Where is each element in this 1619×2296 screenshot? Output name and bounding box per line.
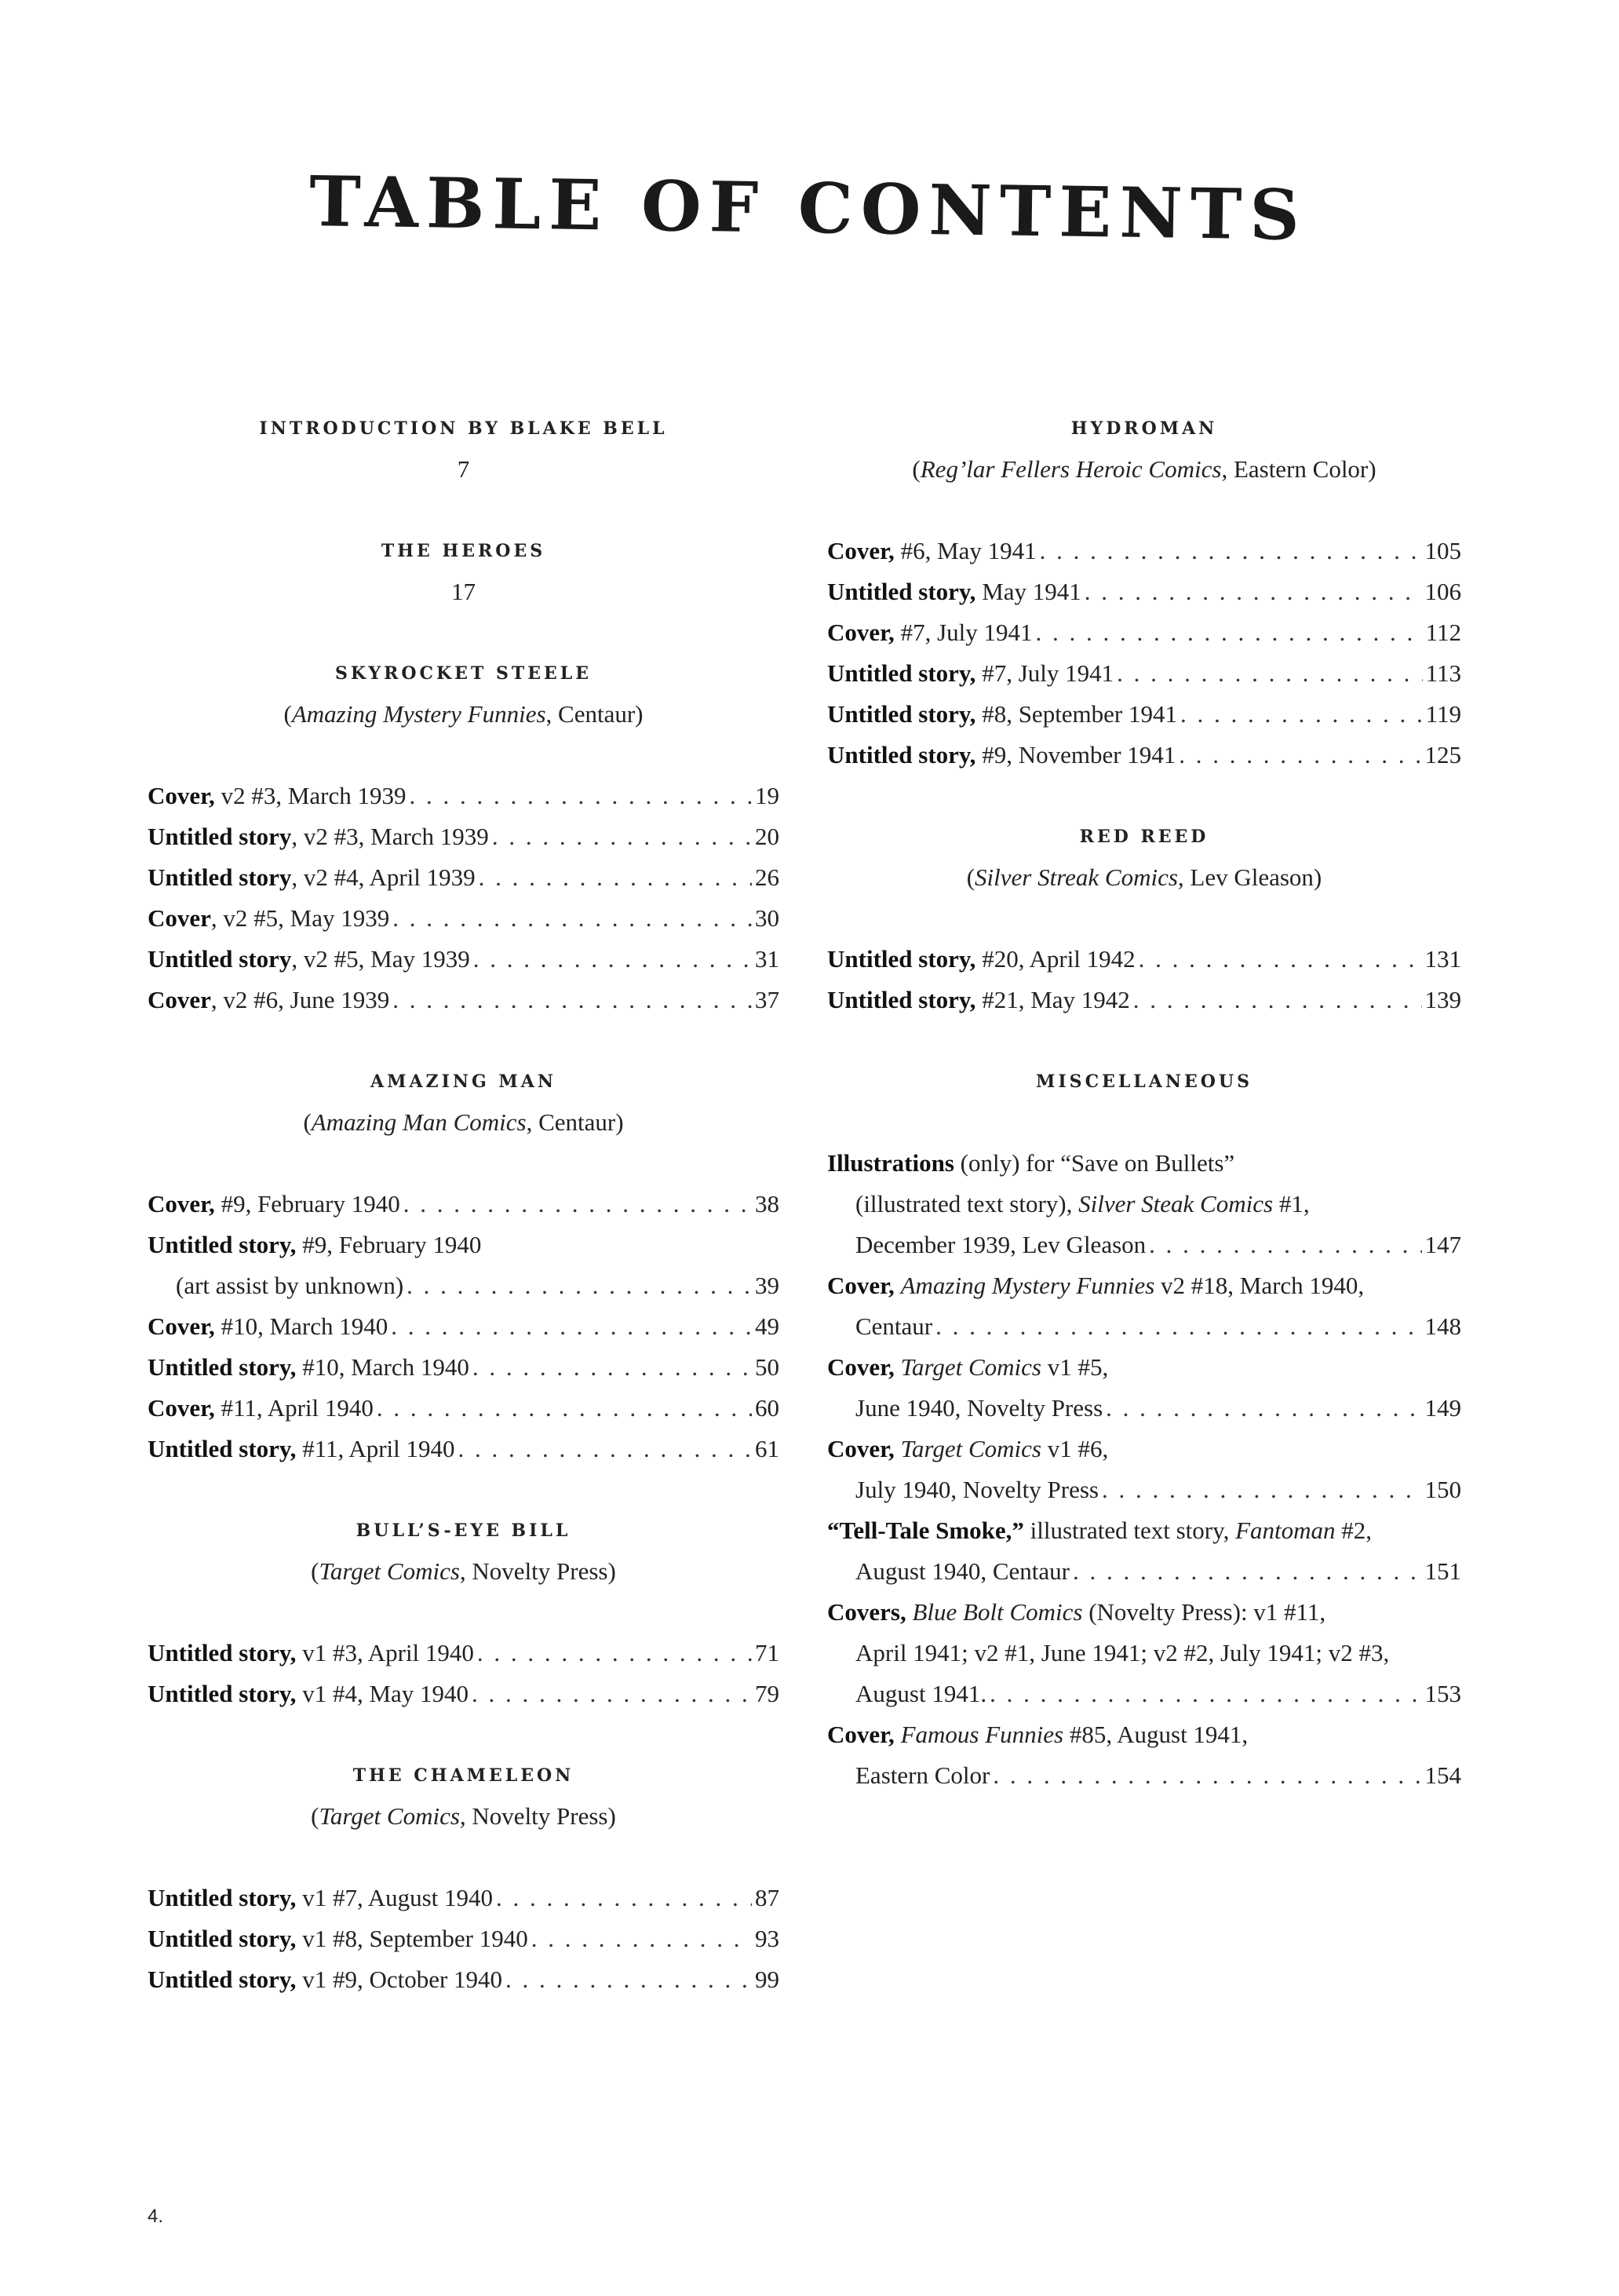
entry-label: Covers,	[827, 1598, 906, 1626]
page-reference: 106	[1424, 578, 1461, 605]
toc-entry-continued	[827, 1592, 1461, 1633]
entry-text: (	[303, 1108, 312, 1136]
dot-leader	[1149, 1225, 1421, 1265]
toc-entry-continued	[827, 1265, 1461, 1306]
publication-title: Silver Streak Comics,	[975, 863, 1184, 891]
entry-label: Untitled story,	[827, 659, 976, 687]
entry-label: Untitled story,	[148, 1966, 297, 1993]
entry-text: , Centaur)	[545, 700, 644, 728]
page-reference: 149	[1424, 1394, 1461, 1422]
spacer	[827, 1102, 1461, 1143]
toc-entry	[827, 571, 1461, 612]
entry-label: Untitled story,	[827, 741, 976, 768]
publication-title: Blue Bolt Comics	[912, 1598, 1083, 1626]
entry-text: #8, September 1941	[975, 700, 1178, 728]
entry-text: v1 #3, April 1940	[296, 1639, 474, 1666]
entry-label: Cover,	[148, 1190, 215, 1217]
dot-leader	[1180, 694, 1423, 735]
dot-leader	[377, 1388, 752, 1429]
entry-label: Cover	[148, 904, 211, 932]
entry-description	[148, 1633, 474, 1674]
entry-description	[148, 1265, 403, 1306]
page-reference: 19	[755, 782, 779, 809]
entry-text: (	[311, 1802, 319, 1830]
entry-label: Cover,	[827, 1721, 895, 1748]
toc-entry	[148, 1878, 779, 1918]
entry-text: Lev Gleason)	[1183, 863, 1322, 891]
section-heading: BULL’S-EYE BILL	[356, 1520, 571, 1541]
page-reference: 151	[1424, 1557, 1461, 1585]
toc-entry	[827, 735, 1461, 776]
entry-description	[827, 531, 1037, 571]
entry-text: #10, March 1940	[214, 1312, 388, 1340]
entry-text: Eastern Color	[855, 1761, 990, 1789]
entry-description	[827, 1143, 1234, 1184]
dot-leader	[392, 980, 752, 1020]
entry-description	[827, 735, 1176, 776]
spacer	[148, 1469, 779, 1510]
page-reference: 49	[755, 1312, 779, 1340]
entry-text: 17	[451, 578, 476, 605]
toc-entry	[827, 1551, 1461, 1592]
entry-text: (only) for “Save on Bullets”	[954, 1149, 1235, 1177]
entry-description	[148, 1388, 374, 1429]
toc-entry-continued	[827, 1429, 1461, 1469]
entry-label: Cover,	[827, 1435, 895, 1462]
entry-text: v1 #5,	[1041, 1353, 1109, 1381]
dot-leader	[990, 1674, 1421, 1714]
dot-leader	[407, 1265, 752, 1306]
entry-text: #9, November 1941	[975, 741, 1176, 768]
page-reference: 105	[1424, 537, 1461, 564]
entry-text: #9, February 1940	[214, 1190, 400, 1217]
entry-text: August 1941.	[855, 1680, 987, 1707]
dot-leader	[1085, 571, 1422, 612]
entry-label: Untitled story,	[148, 1353, 297, 1381]
entry-text: #7, July 1941	[975, 659, 1114, 687]
entry-text: June 1940, Novelty Press	[855, 1394, 1103, 1422]
toc-entry	[148, 1347, 779, 1388]
entry-description	[827, 1633, 1389, 1674]
page-reference: 61	[755, 1435, 779, 1462]
entry-description	[148, 857, 476, 898]
publication-title: Silver Steak Comics	[1078, 1190, 1274, 1217]
entry-text: , v2 #3, March 1939	[291, 823, 489, 850]
page-reference: 93	[755, 1925, 779, 1952]
entry-text: v1 #7, August 1940	[296, 1884, 494, 1911]
publication-title: Reg’lar Fellers Heroic Comics	[920, 455, 1222, 483]
toc-entry	[148, 1918, 779, 1959]
entry-text: Novelty Press)	[465, 1802, 616, 1830]
entry-description	[148, 1878, 493, 1918]
toc-entry	[148, 1184, 779, 1225]
publication-title: Target Comics	[900, 1353, 1041, 1381]
entry-description	[148, 898, 389, 939]
entry-text: December 1939, Lev Gleason	[855, 1231, 1147, 1258]
page-reference: 39	[755, 1272, 779, 1299]
page-title: TABLE OF CONTENTS	[308, 160, 1308, 256]
dot-leader	[505, 1959, 752, 2000]
page-reference: 38	[755, 1190, 779, 1217]
dot-leader	[1179, 735, 1421, 776]
entry-text: #2,	[1335, 1517, 1373, 1544]
entry-description	[827, 1551, 1070, 1592]
toc-entry	[827, 1755, 1461, 1796]
entry-text: , v2 #6, June 1939	[210, 986, 390, 1013]
entry-text: #21, May 1942	[975, 986, 1130, 1013]
page-reference: 31	[755, 945, 779, 973]
toc-entry-continued	[827, 1143, 1461, 1184]
section-heading: AMAZING MAN	[370, 1071, 556, 1092]
entry-description	[827, 1429, 1108, 1469]
toc-entry	[827, 1225, 1461, 1265]
entry-text: #6, May 1941	[894, 537, 1037, 564]
toc-entry	[827, 1469, 1461, 1510]
dot-leader	[409, 776, 752, 816]
dot-leader	[458, 1429, 752, 1469]
dot-leader	[473, 939, 752, 980]
section-heading: THE HEROES	[381, 541, 546, 561]
spacer	[827, 776, 1461, 816]
toc-entry	[827, 612, 1461, 653]
entry-description	[827, 1755, 990, 1796]
entry-description	[827, 980, 1130, 1020]
entry-label: Untitled story,	[148, 1231, 297, 1258]
publication-title: Target Comics	[319, 1557, 460, 1585]
entry-text: May 1941	[975, 578, 1081, 605]
toc-entry	[148, 1633, 779, 1674]
entry-label: Cover,	[827, 619, 895, 646]
page-reference: 154	[1424, 1761, 1461, 1789]
spacer	[148, 612, 779, 653]
entry-label: Cover,	[827, 1272, 895, 1299]
toc-entry	[148, 816, 779, 857]
toc-entry	[827, 980, 1461, 1020]
entry-description	[827, 1510, 1372, 1551]
entry-text: 7	[457, 455, 470, 483]
toc-entry	[148, 1959, 779, 2000]
section-subtitle	[148, 694, 779, 735]
toc-entry-continued	[148, 1225, 779, 1265]
dot-leader	[479, 857, 752, 898]
entry-text: , Eastern Color)	[1221, 455, 1377, 483]
entry-text: , Centaur)	[526, 1108, 624, 1136]
entry-text	[895, 1721, 901, 1748]
dot-leader	[492, 816, 752, 857]
toc-entry	[148, 1388, 779, 1429]
entry-description	[827, 1592, 1325, 1633]
entry-description	[827, 1674, 986, 1714]
page-reference: 147	[1424, 1231, 1461, 1258]
toc-entry	[148, 1674, 779, 1714]
entry-label: Untitled story,	[827, 578, 976, 605]
entry-description	[827, 694, 1177, 735]
entry-description	[148, 1225, 481, 1265]
entry-text	[895, 1272, 901, 1299]
entry-text: , v2 #5, May 1939	[291, 945, 470, 973]
entry-text: August 1940, Centaur	[855, 1557, 1070, 1585]
section-subtitle	[148, 1551, 779, 1592]
dot-leader	[391, 1306, 752, 1347]
section-subtitle	[148, 1796, 779, 1837]
entry-description	[148, 1306, 388, 1347]
page-reference: 99	[755, 1966, 779, 1993]
entry-description	[827, 1469, 1099, 1510]
entry-text: #9, February 1940	[296, 1231, 482, 1258]
toc-left-column	[148, 408, 779, 2000]
entry-description	[148, 1347, 469, 1388]
section-subtitle	[827, 449, 1461, 490]
entry-label: Untitled story,	[827, 986, 976, 1013]
entry-label: Untitled story,	[148, 1884, 297, 1911]
page-number: 4.	[148, 2206, 164, 2227]
entry-description	[827, 939, 1136, 980]
spacer	[827, 1020, 1461, 1061]
entry-label: Illustrations	[827, 1149, 954, 1177]
toc-entry	[148, 980, 779, 1020]
entry-label: Untitled story,	[148, 1680, 297, 1707]
entry-text: illustrated text story,	[1023, 1517, 1236, 1544]
spacer	[148, 1592, 779, 1633]
spacer	[148, 735, 779, 776]
page-reference: 20	[755, 823, 779, 850]
page-reference: 26	[755, 863, 779, 891]
dot-leader	[1117, 653, 1423, 694]
page-reference: 87	[755, 1884, 779, 1911]
entry-text: , v2 #4, April 1939	[291, 863, 476, 891]
toc-entry	[827, 1674, 1461, 1714]
section-subtitle	[148, 449, 779, 490]
entry-label: Cover,	[148, 1312, 215, 1340]
dot-leader	[472, 1674, 752, 1714]
entry-text: (Novelty Press): v1 #11,	[1082, 1598, 1326, 1626]
page-reference: 148	[1424, 1312, 1461, 1340]
section-heading: INTRODUCTION BY BLAKE BELL	[259, 418, 668, 439]
publication-title: Target Comics	[900, 1435, 1041, 1462]
entry-text	[895, 1353, 901, 1381]
toc-entry	[827, 653, 1461, 694]
toc-entry	[148, 857, 779, 898]
toc-entry-continued	[827, 1633, 1461, 1674]
page-reference: 125	[1424, 741, 1461, 768]
entry-description	[148, 980, 389, 1020]
entry-text: , Novelty Press)	[459, 1557, 616, 1585]
section-subtitle	[827, 857, 1461, 898]
entry-text	[895, 1435, 901, 1462]
entry-label: Cover	[148, 986, 211, 1013]
toc-entry-continued	[827, 1714, 1461, 1755]
page-reference: 30	[755, 904, 779, 932]
page-reference: 60	[755, 1394, 779, 1422]
entry-text: #7, July 1941	[894, 619, 1033, 646]
entry-description	[827, 1714, 1248, 1755]
dot-leader	[531, 1918, 752, 1959]
dot-leader	[403, 1184, 752, 1225]
section-heading: HYDROMAN	[1070, 418, 1218, 439]
entry-description	[148, 776, 406, 816]
page-reference: 113	[1425, 659, 1461, 687]
entry-description	[148, 1429, 455, 1469]
entry-description	[148, 1674, 469, 1714]
page-reference: 153	[1424, 1680, 1461, 1707]
entry-text: (	[283, 700, 292, 728]
publication-title: Amazing Man Comics	[311, 1108, 527, 1136]
entry-description	[148, 1959, 502, 2000]
entry-text: v1 #6,	[1041, 1435, 1109, 1462]
entry-label: Untitled story	[148, 945, 292, 973]
entry-label: Untitled story,	[827, 945, 976, 973]
page-reference: 37	[755, 986, 779, 1013]
entry-text: v2 #18, March 1940,	[1154, 1272, 1365, 1299]
entry-description	[827, 1184, 1310, 1225]
toc-entry	[148, 776, 779, 816]
entry-text: , v2 #5, May 1939	[210, 904, 390, 932]
dot-leader	[472, 1347, 752, 1388]
entry-description	[827, 1347, 1108, 1388]
toc-entry-continued	[827, 1347, 1461, 1388]
entry-text: (	[966, 863, 975, 891]
spacer	[148, 490, 779, 531]
dot-leader	[1036, 612, 1423, 653]
entry-text: #11, April 1940	[296, 1435, 455, 1462]
entry-description	[827, 1388, 1103, 1429]
dot-leader	[993, 1755, 1421, 1796]
entry-text: #1,	[1273, 1190, 1310, 1217]
entry-text: #10, March 1940	[296, 1353, 469, 1381]
toc-entry-continued	[827, 1184, 1461, 1225]
dot-leader	[1102, 1469, 1422, 1510]
entry-description	[148, 816, 489, 857]
section-subtitle	[148, 571, 779, 612]
entry-text: #20, April 1942	[975, 945, 1136, 973]
entry-text: Centaur	[855, 1312, 933, 1340]
spacer	[148, 1143, 779, 1184]
spacer	[148, 1714, 779, 1755]
section-heading: RED REED	[1079, 827, 1209, 847]
toc-entry	[148, 939, 779, 980]
toc-right-column	[827, 408, 1461, 1796]
toc-entry	[148, 1429, 779, 1469]
entry-text: April 1941; v2 #1, June 1941; v2 #2, July 1941; v2 #3,	[855, 1639, 1390, 1666]
section-heading: MISCELLANEOUS	[1036, 1071, 1253, 1092]
toc-entry	[827, 694, 1461, 735]
toc-entry	[148, 898, 779, 939]
entry-label: Cover,	[827, 537, 895, 564]
publication-title: Target Comics,	[319, 1802, 466, 1830]
publication-title: Fantoman	[1235, 1517, 1336, 1544]
entry-text: (	[311, 1557, 319, 1585]
section-heading: THE CHAMELEON	[352, 1765, 574, 1786]
entry-text: (	[912, 455, 921, 483]
entry-label: Untitled story,	[827, 700, 976, 728]
dot-leader	[496, 1878, 752, 1918]
entry-text: (art assist by unknown)	[176, 1272, 404, 1299]
entry-text: #11, April 1940	[214, 1394, 374, 1422]
dot-leader	[1040, 531, 1422, 571]
spacer	[827, 898, 1461, 939]
page-reference: 50	[755, 1353, 779, 1381]
entry-text: #85, August 1941,	[1063, 1721, 1249, 1748]
toc-entry	[827, 531, 1461, 571]
entry-description	[827, 612, 1033, 653]
entry-label: Untitled story,	[148, 1435, 297, 1462]
page-reference: 71	[755, 1639, 779, 1666]
entry-text: (illustrated text story),	[855, 1190, 1079, 1217]
entry-description	[827, 571, 1081, 612]
publication-title: Famous Funnies	[900, 1721, 1064, 1748]
entry-text: July 1940, Novelty Press	[855, 1476, 1099, 1503]
entry-text: v2 #3, March 1939	[214, 782, 407, 809]
dot-leader	[935, 1306, 1421, 1347]
entry-label: Untitled story,	[148, 1925, 297, 1952]
entry-label: Cover,	[148, 782, 215, 809]
section-subtitle	[148, 1102, 779, 1143]
entry-label: Untitled story	[148, 863, 292, 891]
dot-leader	[1073, 1551, 1422, 1592]
spacer	[148, 1020, 779, 1061]
page-reference: 79	[755, 1680, 779, 1707]
dot-leader	[477, 1633, 752, 1674]
toc-entry-continued	[827, 1510, 1461, 1551]
page-reference: 112	[1425, 619, 1461, 646]
entry-description	[148, 1918, 528, 1959]
toc-entry	[148, 1265, 779, 1306]
page-reference: 131	[1424, 945, 1461, 973]
entry-label: Cover,	[827, 1353, 895, 1381]
toc-entry	[148, 1306, 779, 1347]
entry-description	[827, 1225, 1146, 1265]
toc-entry	[827, 1306, 1461, 1347]
page-reference: 139	[1424, 986, 1461, 1013]
entry-description	[827, 1265, 1364, 1306]
entry-label: “Tell-Tale Smoke,”	[827, 1517, 1024, 1544]
spacer	[148, 1837, 779, 1878]
spacer	[827, 490, 1461, 531]
toc-entry	[827, 939, 1461, 980]
entry-text: v1 #8, September 1940	[296, 1925, 528, 1952]
publication-title: Amazing Mystery Funnies	[291, 700, 546, 728]
toc-entry	[827, 1388, 1461, 1429]
entry-description	[148, 939, 470, 980]
publication-title: Amazing Mystery Funnies	[900, 1272, 1155, 1299]
entry-description	[827, 653, 1114, 694]
page-reference: 150	[1424, 1476, 1461, 1503]
dot-leader	[1106, 1388, 1421, 1429]
entry-description	[827, 1306, 932, 1347]
dot-leader	[1139, 939, 1422, 980]
entry-text: v1 #9, October 1940	[296, 1966, 503, 1993]
entry-label: Untitled story	[148, 823, 292, 850]
section-heading: SKYROCKET STEELE	[334, 663, 593, 684]
entry-label: Untitled story,	[148, 1639, 297, 1666]
dot-leader	[392, 898, 752, 939]
dot-leader	[1133, 980, 1422, 1020]
page-reference: 119	[1425, 700, 1461, 728]
entry-text: v1 #4, May 1940	[296, 1680, 469, 1707]
entry-label: Cover,	[148, 1394, 215, 1422]
entry-description	[148, 1184, 400, 1225]
